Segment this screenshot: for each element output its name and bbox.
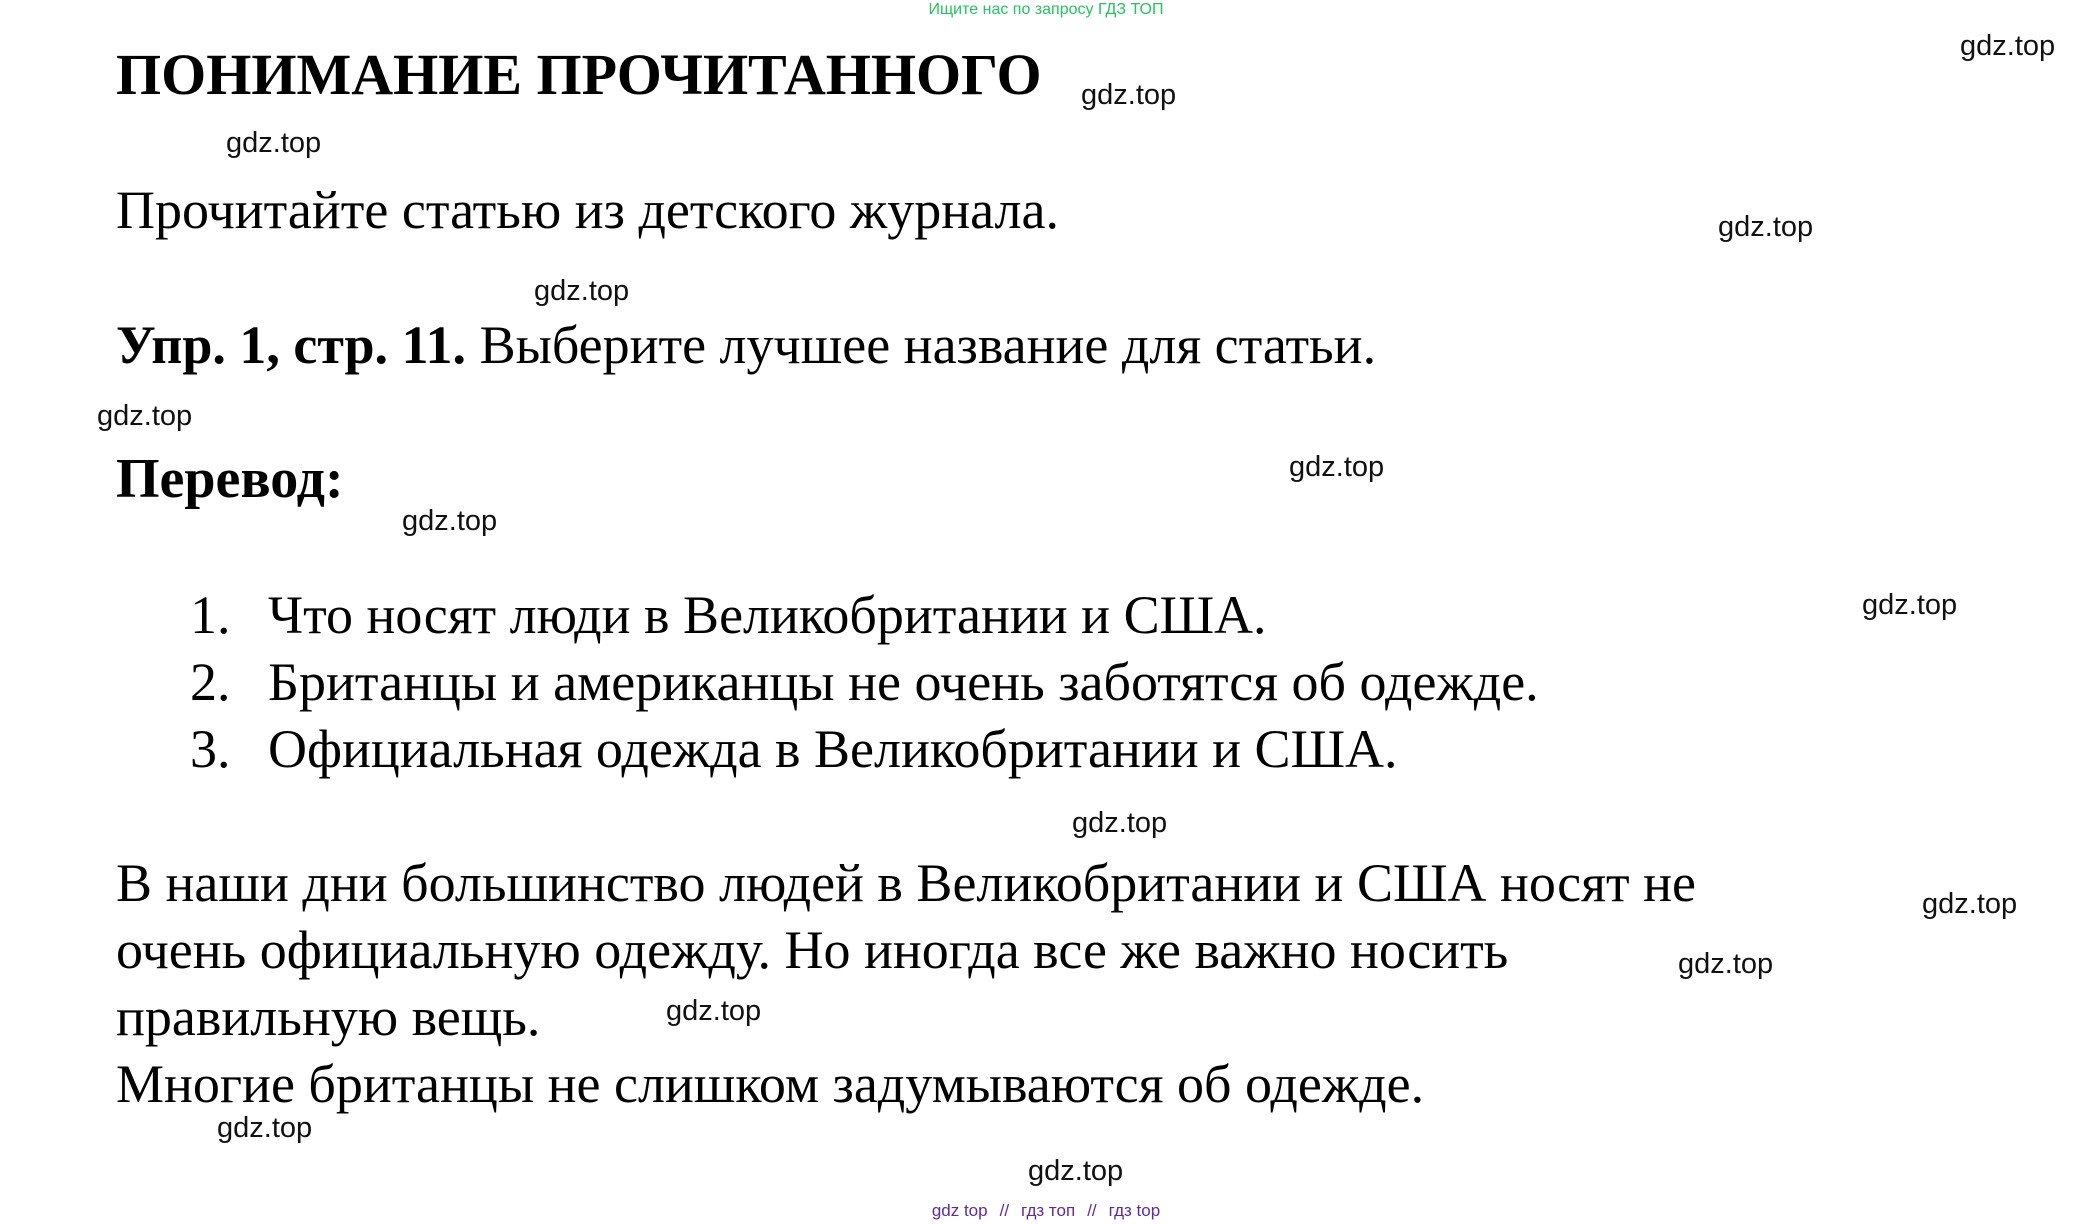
watermark: gdz.top — [1922, 888, 2018, 920]
watermark: gdz.top — [666, 995, 762, 1027]
watermark: gdz.top — [97, 400, 193, 432]
watermark: gdz.top — [534, 275, 630, 307]
watermark: gdz.top — [1862, 589, 1958, 621]
watermark: gdz.top — [402, 505, 498, 537]
list-item-text: Британцы и американцы не очень заботятся об одежде. — [268, 652, 1539, 712]
list-item-text: Официальная одежда в Великобритании и США. — [268, 719, 1398, 779]
watermark: gdz.top — [1072, 807, 1168, 839]
list-item-text: Что носят люди в Великобритании и США. — [268, 585, 1267, 645]
page-title: ПОНИМАНИЕ ПРОЧИТАННОГО — [116, 42, 1042, 107]
footer-link[interactable]: гдз топ — [1021, 1201, 1076, 1220]
footer-links — [0, 1200, 2092, 1222]
exercise-task: Выберите лучшее название для статьи. — [479, 315, 1377, 375]
list-item-number: 2. — [190, 652, 231, 712]
footer-link[interactable]: гдз top — [1108, 1201, 1161, 1220]
exercise-ref: Упр. 1, стр. 11. — [116, 315, 467, 375]
watermark: gdz.top — [1081, 79, 1177, 111]
watermark: gdz.top — [1678, 948, 1774, 980]
footer-link[interactable]: gdz top — [931, 1201, 988, 1220]
footer-separator: // — [999, 1201, 1010, 1220]
intro-text: Прочитайте статью из детского журнала. — [116, 180, 1059, 240]
search-hint-link[interactable]: Ищите нас по запросу ГДЗ ТОП — [928, 1, 1164, 18]
list-item — [190, 582, 1267, 648]
exercise-line — [116, 312, 1376, 378]
body-line: В наши дни большинство людей в Великобритании и США носят не — [116, 853, 1696, 913]
body-line: Многие британцы не слишком задумываются об одежде. — [116, 1054, 1425, 1114]
watermark: gdz.top — [1289, 451, 1385, 483]
footer-separator: // — [1087, 1201, 1097, 1220]
list-item-number: 3. — [190, 719, 231, 779]
list-item — [190, 649, 1539, 715]
body-line: очень официальную одежду. Но иногда все же важно носить — [116, 920, 1509, 980]
body-line: правильную вещь. — [116, 987, 541, 1047]
list-item-number: 1. — [190, 585, 231, 645]
watermark: gdz.top — [217, 1112, 313, 1144]
watermark: gdz.top — [1718, 211, 1814, 243]
watermark: gdz.top — [1960, 30, 2056, 62]
watermark: gdz.top — [1028, 1155, 1124, 1187]
watermark: gdz.top — [226, 127, 322, 159]
translation-heading: Перевод: — [116, 448, 344, 510]
list-item — [190, 716, 1398, 782]
